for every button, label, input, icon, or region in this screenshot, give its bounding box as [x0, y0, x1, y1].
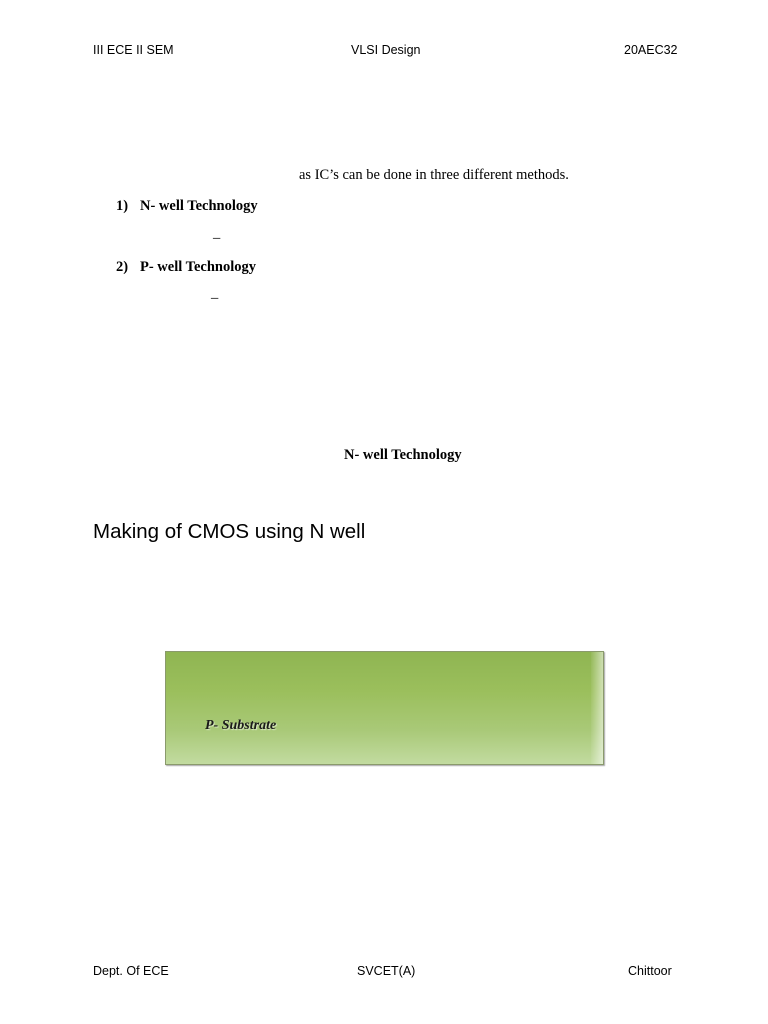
list-item-label: N- well Technology — [140, 198, 258, 214]
p-substrate-block — [165, 651, 604, 765]
header-course: III ECE II SEM — [93, 43, 174, 57]
substrate-highlight — [591, 652, 603, 764]
list-item-dash: – — [211, 290, 219, 306]
intro-text: as IC’s can be done in three different methods. — [299, 167, 569, 183]
list-item-label: P- well Technology — [140, 259, 257, 275]
list-item-dash: – — [213, 230, 221, 246]
footer-location: Chittoor — [628, 964, 672, 978]
footer-department: Dept. Of ECE — [93, 964, 169, 978]
page-header — [0, 0, 768, 70]
header-code: 20AEC32 — [624, 43, 678, 57]
header-subject: VLSI Design — [351, 43, 421, 57]
list-item-number: 2) — [116, 259, 129, 275]
substrate-label: P- Substrate — [205, 718, 277, 733]
centered-title: N- well Technology — [344, 447, 462, 463]
list-item-number: 1) — [116, 198, 129, 214]
footer-institution: SVCET(A) — [357, 964, 416, 978]
section-heading: Making of CMOS using N well — [93, 520, 366, 543]
page-footer — [0, 950, 768, 990]
